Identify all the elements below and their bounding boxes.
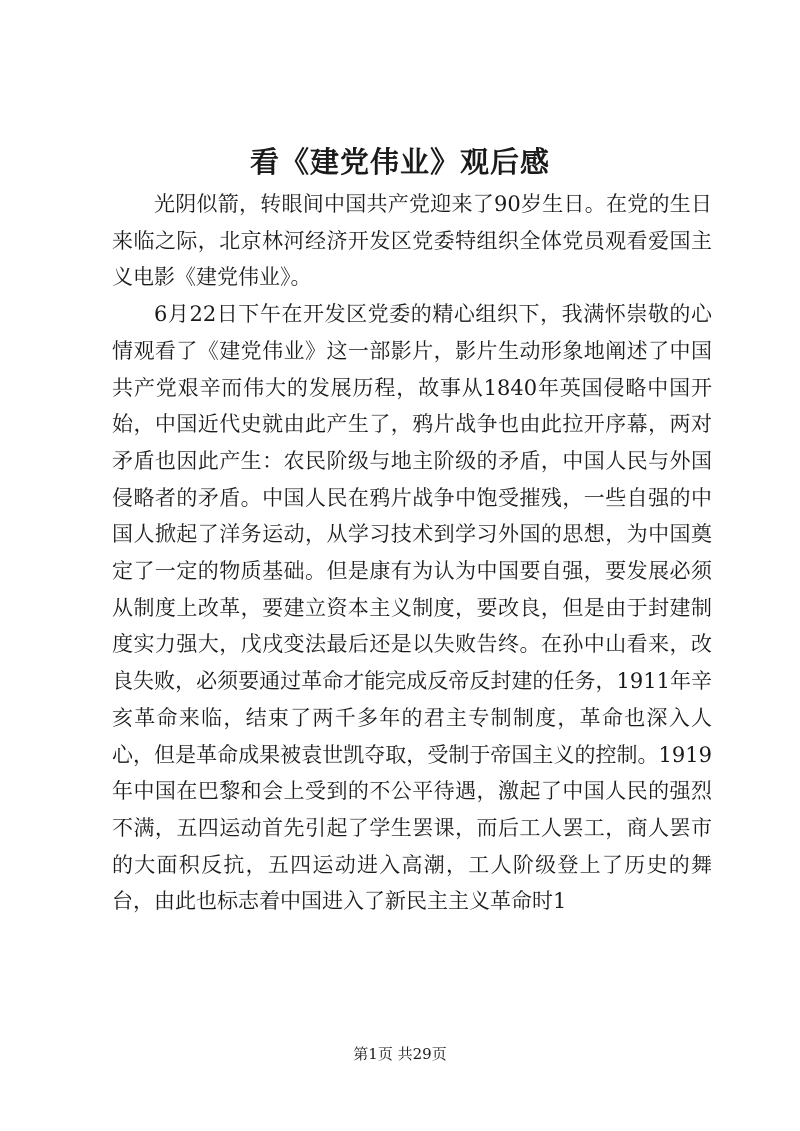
document-title: 看《建党伟业》观后感 [249, 145, 550, 179]
paragraph: 光阴似箭，转眼间中国共产党迎来了90岁生日。在党的生日来临之际，北京林河经济开发区党委特组织全体党员观看爱国主义电影《建党伟业》。 [112, 192, 712, 290]
paragraph: 6月22日下午在开发区党委的精心组织下，我满怀崇敬的心情观看了《建党伟业》这一部影片，影片生动形象地阐述了中国共产党艰辛而伟大的发展历程，故事从1840年英国侵略中国开始，中国近代史就由此产生了，鸦片战争也由此拉开序幕，两对矛盾也因此产生：农民阶级与地主阶级的矛盾，中国人民与外国侵略者的矛盾。中国人民在鸦片战争中饱受摧残，一些自强的中国人掀起了洋务运动，从学习技术到学习外国的思想，为中国奠定了一定的物质基础。但是康有为认为中国要自强，要发展必须从制度上改革，要建立资本主义制度，要改良，但是由于封建制度实力强大，戊戌变法最后还是以失败告终。在孙中山看来，改良失败，必须要通过革命才能完成反帝反封建的任务，1911年辛亥革命来临，结束了两千多年的君主专制制度，革命也深入人心，但是革命成果被袁世凯夺取，受制于帝国主义的控制。1919年中国在巴黎和会上受到的不公平待遇，激起了中国人民的强烈不满，五四运动首先引起了学生罢课，而后工人罢工，商人罢市的大面积反抗，五四运动进入高潮，工人阶级登上了历史的舞台，由此也标志着中国进入了新民主主义革命时1 [112, 302, 712, 914]
document-body [112, 186, 712, 920]
page-footer: 第1页 共29页 [353, 1045, 447, 1063]
